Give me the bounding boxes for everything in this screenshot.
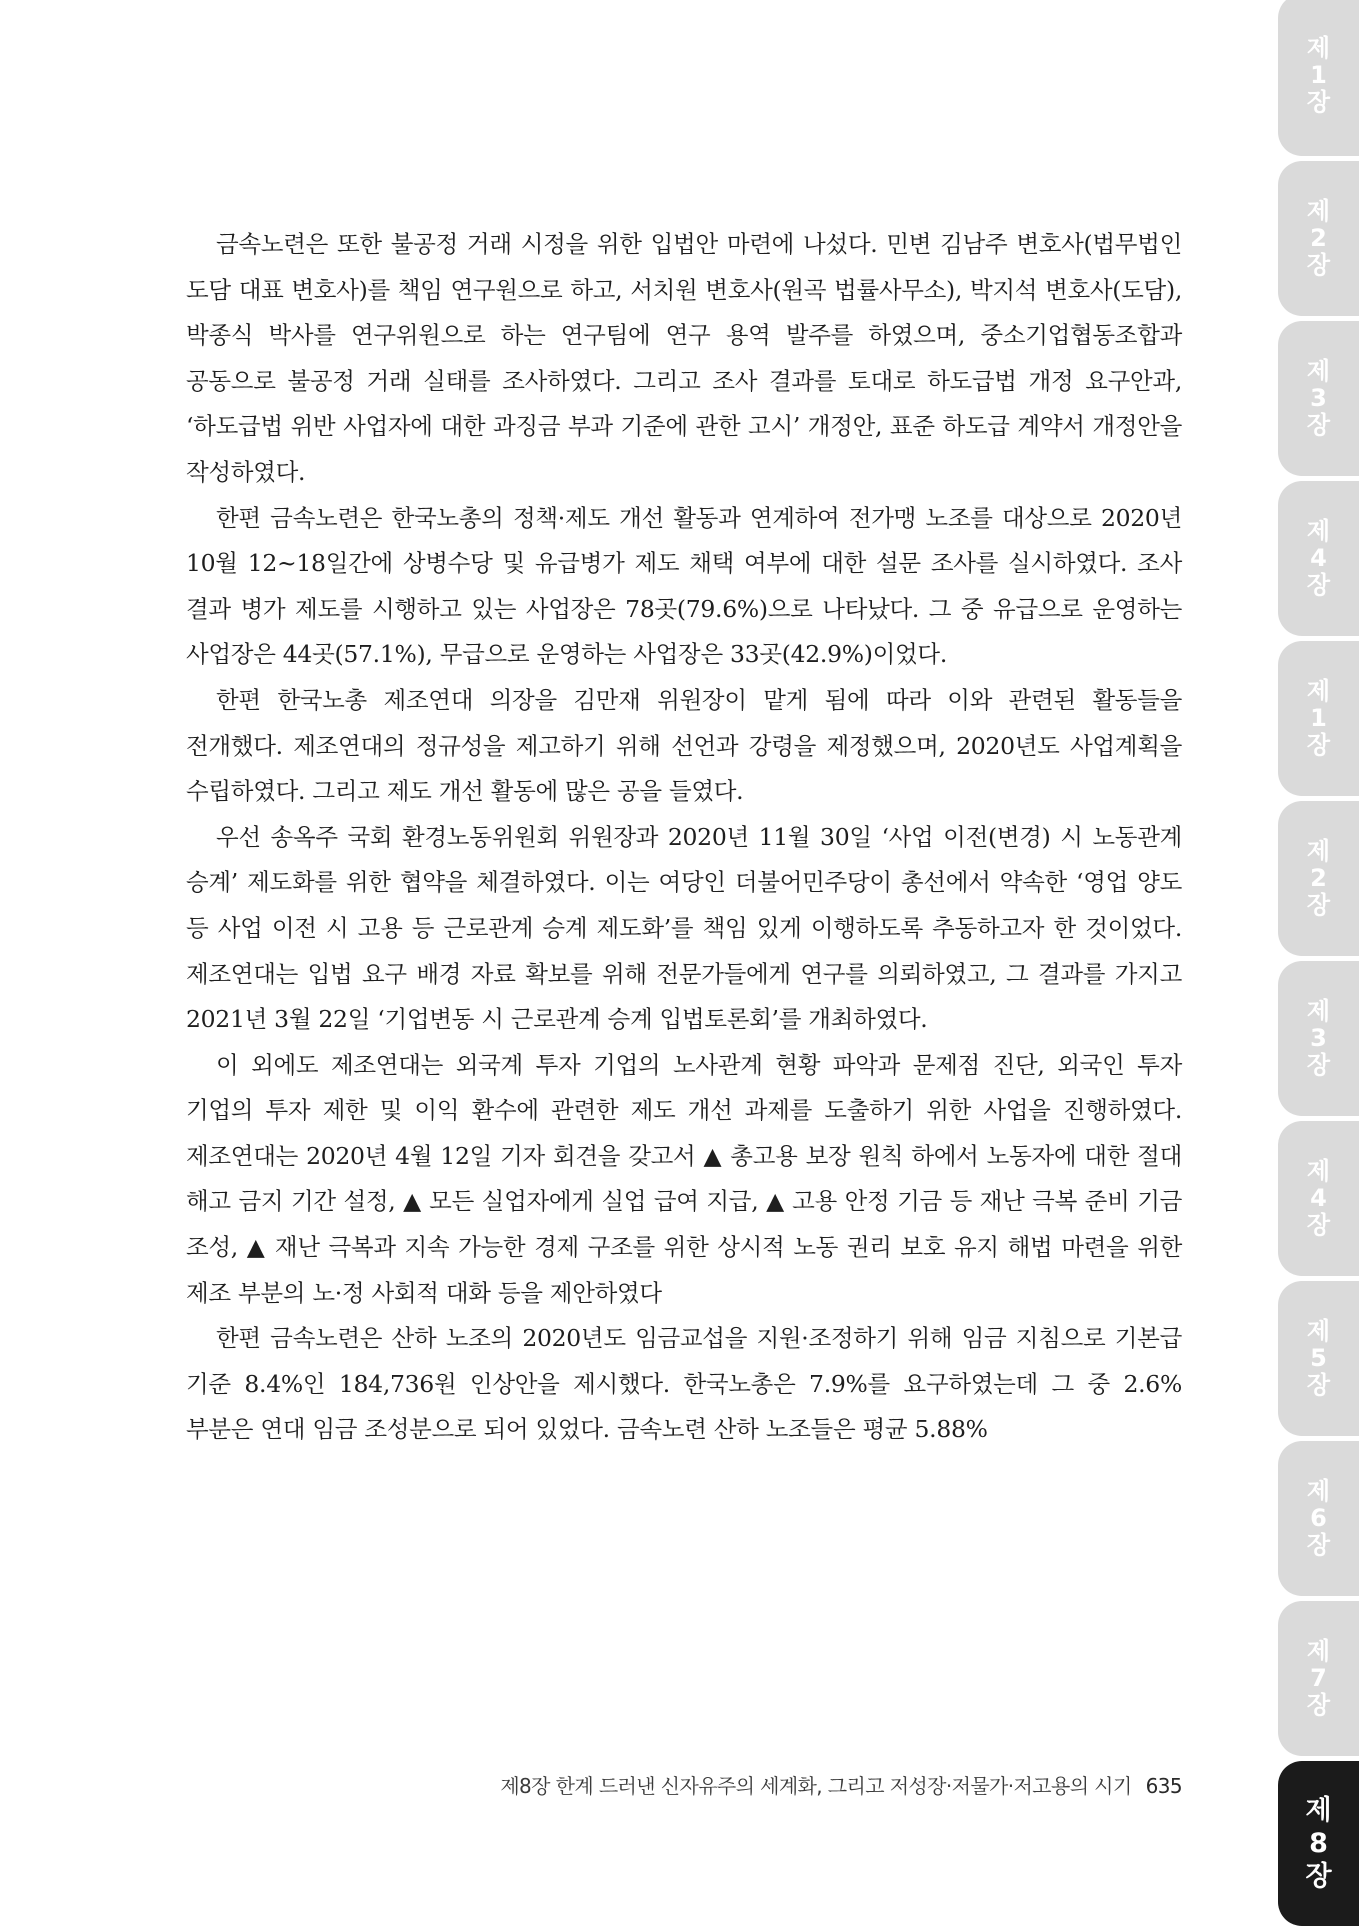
chapter-tab-3[interactable]	[1278, 321, 1359, 476]
chapter-tab-2[interactable]	[1278, 161, 1359, 316]
chapter-tab-7[interactable]	[1278, 961, 1359, 1116]
chapter-tab-number: 3	[1310, 1024, 1327, 1052]
chapter-tab-number: 3	[1310, 384, 1327, 412]
chapter-tab-6[interactable]	[1278, 801, 1359, 956]
paragraph: 한편 금속노련은 한국노총의 정책·제도 개선 활동과 연계하여 전가맹 노조를 대상으로 2020년 10월 12~18일간에 상병수당 및 유급병가 제도 채택 여부에 대한 설문 조사를 실시하였다. 조사 결과 병가 제도를 시행하고 있는 사업장은 78곳(79.6%)으로 나타났다. 그 중 유급으로 운영하는 사업장은 44곳(57.1%), 무급으로 운영하는 사업장은 33곳(42.9%)이었다.	[186, 503, 1182, 669]
chapter-tab-label: 장	[1306, 411, 1331, 439]
chapter-tab-1[interactable]	[1278, 0, 1359, 156]
chapter-tab-label: 장	[1306, 87, 1331, 116]
chapter-tab-number: 1	[1310, 60, 1327, 89]
chapter-tab-number: 2	[1310, 864, 1327, 892]
chapter-tab-label: 제	[1306, 33, 1331, 62]
chapter-tab-label: 제	[1306, 677, 1331, 705]
chapter-tab-9[interactable]	[1278, 1281, 1359, 1436]
chapter-tab-11[interactable]	[1278, 1601, 1359, 1756]
chapter-tab-number: 1	[1310, 704, 1327, 732]
chapter-tab-number: 2	[1310, 224, 1327, 252]
paragraph: 금속노련은 또한 불공정 거래 시정을 위한 입법안 마련에 나섰다. 민변 김남주 변호사(법무법인 도담 대표 변호사)를 책임 연구원으로 하고, 서치원 변호사(원곡 법률사무소), 박지석 변호사(도담), 박종식 박사를 연구위원으로 하는 연구팀에 연구 용역 발주를 하였으며, 중소기업협동조합과 공동으로 불공정 거래 실태를 조사하였다. 그리고 조사 결과를 토대로 하도급법 개정 요구안과, ‘하도급법 위반 사업자에 대한 과징금 부과 기준에 관한 고시’ 개정안, 표준 하도급 계약서 개정안을 작성하였다.	[186, 230, 1182, 486]
chapter-tab-10[interactable]	[1278, 1441, 1359, 1596]
paragraph: 한편 금속노련은 산하 노조의 2020년도 임금교섭을 지원·조정하기 위해 임금 지침으로 기본급 기준 8.4%인 184,736원 인상안을 제시했다. 한국노총은 7.9%를 요구하였는데 그 중 2.6% 부분은 연대 임금 조성분으로 되어 있었다. 금속노련 산하 노조들은 평균 5.88%	[186, 1324, 1182, 1444]
chapter-tab-label: 장	[1305, 1861, 1332, 1892]
running-title: 제8장 한계 드러낸 신자유주의 세계화, 그리고 저성장·저물가·저고용의 시기	[500, 1774, 1132, 1798]
chapter-tab-label: 장	[1306, 1691, 1331, 1719]
chapter-tab-label: 제	[1306, 1637, 1331, 1665]
chapter-tab-label: 제	[1306, 1317, 1331, 1345]
chapter-tab-label: 제	[1306, 357, 1331, 385]
chapter-tab-number: 7	[1310, 1664, 1327, 1692]
chapter-tab-label: 장	[1306, 1531, 1331, 1559]
chapter-tab-4[interactable]	[1278, 481, 1359, 636]
chapter-tab-number: 5	[1310, 1344, 1327, 1372]
chapter-tab-label: 제	[1306, 1157, 1331, 1185]
chapter-tab-number: 8	[1309, 1828, 1328, 1859]
paragraph: 한편 한국노총 제조연대 의장을 김만재 위원장이 맡게 됨에 따라 이와 관련된 활동들을 전개했다. 제조연대의 정규성을 제고하기 위해 선언과 강령을 제정했으며, 2020년도 사업계획을 수립하였다. 그리고 제도 개선 활동에 많은 공을 들였다.	[186, 685, 1182, 806]
paragraph: 이 외에도 제조연대는 외국계 투자 기업의 노사관계 현황 파악과 문제점 진단, 외국인 투자 기업의 투자 제한 및 이익 환수에 관련한 제도 개선 과제를 도출하기 위한 사업을 진행하였다. 제조연대는 2020년 4월 12일 기자 회견을 갖고서 ▲ 총고용 보장 원칙 하에서 노동자에 대한 절대 해고 금지 기간 설정, ▲ 모든 실업자에게 실업 급여 지급, ▲ 고용 안정 기금 등 재난 극복 준비 기금 조성, ▲ 재난 극복과 지속 가능한 경제 구조를 위한 상시적 노동 권리 보호 유지 해법 마련을 위한 제조 부분의 노·정 사회적 대화 등을 제안하였다	[186, 1050, 1182, 1307]
chapter-tab-number: 6	[1310, 1504, 1327, 1532]
chapter-tab-label: 제	[1306, 1477, 1331, 1505]
chapter-tab-label: 장	[1306, 891, 1331, 919]
chapter-tab-label: 제	[1306, 517, 1331, 545]
chapter-tab-label: 장	[1306, 1371, 1331, 1399]
chapter-tab-label: 장	[1306, 571, 1331, 599]
chapter-tab-label: 제	[1306, 197, 1331, 225]
chapter-tab-label: 제	[1306, 997, 1331, 1025]
chapter-tab-5[interactable]	[1278, 641, 1359, 796]
page-number: 635	[1145, 1774, 1182, 1798]
chapter-tab-8[interactable]	[1278, 1121, 1359, 1276]
chapter-tab-label: 장	[1306, 1211, 1331, 1239]
chapter-tab-label: 장	[1306, 731, 1331, 759]
chapter-tab-label: 장	[1306, 251, 1331, 279]
paragraph: 우선 송옥주 국회 환경노동위원회 위원장과 2020년 11월 30일 ‘사업 이전(변경) 시 노동관계 승계’ 제도화를 위한 협약을 체결하였다. 이는 여당인 더불어민주당이 총선에서 약속한 ‘영업 양도 등 사업 이전 시 고용 등 근로관계 승계 제도화’를 책임 있게 이행하도록 추동하고자 한 것이었다. 제조연대는 입법 요구 배경 자료 확보를 위해 전문가들에게 연구를 의뢰하였고, 그 결과를 가지고 2021년 3월 22일 ‘기업변동 시 근로관계 승계 입법토론회’를 개최하였다.	[186, 822, 1182, 1034]
chapter-tab-number: 4	[1310, 1184, 1327, 1212]
chapter-tab-bar	[1278, 0, 1359, 1920]
chapter-tab-current[interactable]	[1278, 1761, 1359, 1926]
page-footer	[444, 1770, 1182, 1800]
chapter-tab-number: 4	[1310, 544, 1327, 572]
chapter-tab-label: 장	[1306, 1051, 1331, 1079]
body-text	[186, 222, 1182, 1453]
chapter-tab-label: 제	[1306, 837, 1331, 865]
chapter-tab-label: 제	[1305, 1795, 1332, 1826]
